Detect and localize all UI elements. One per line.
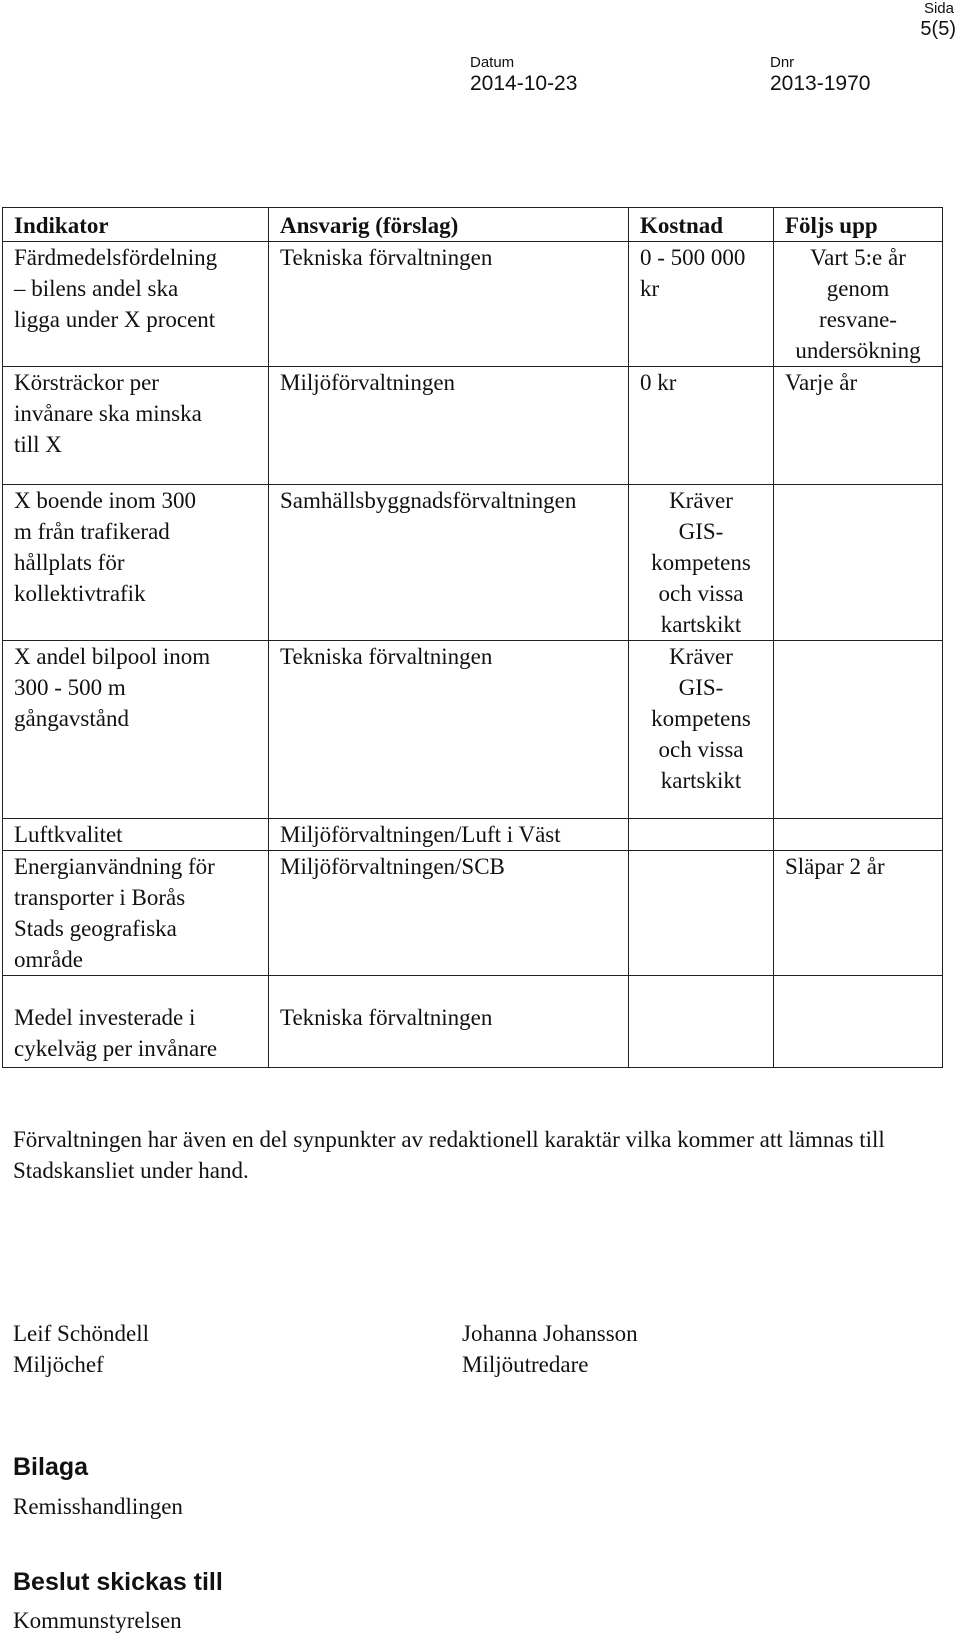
cell-kostnad (629, 976, 774, 1068)
cell-indikator: Medel investerade i cykelväg per invånare (3, 976, 269, 1068)
cell-indikator: Körsträckor per invånare ska minska till X (3, 367, 269, 485)
signature-name: Leif Schöndell (13, 1321, 150, 1346)
cell-ansvarig: Miljöförvaltningen/SCB (269, 851, 629, 976)
cell-kostnad: Kräver GIS- kompetens och vissa kartskikt (629, 485, 774, 641)
cell-ansvarig: Tekniska förvaltningen (269, 242, 629, 367)
indicator-table (2, 207, 943, 1068)
cell-ansvarig: Tekniska förvaltningen (269, 976, 629, 1068)
signature-block-1 (13, 1318, 149, 1380)
cell-indikator: Luftkvalitet (3, 819, 269, 851)
cell-indikator: X boende inom 300 m från trafikerad hållplats för kollektivtrafik (3, 485, 269, 641)
table-row (3, 367, 943, 485)
column-header-kostnad: Kostnad (629, 208, 774, 242)
page-number: 5(5) (920, 18, 956, 40)
column-header-indikator: Indikator (3, 208, 269, 242)
table-row (3, 976, 943, 1068)
cell-foljs-upp (774, 819, 943, 851)
signature-block-2 (462, 1318, 638, 1380)
signature-name: Johanna Johansson (462, 1321, 638, 1346)
dnr-value: 2013-1970 (770, 72, 871, 95)
attachment-heading: Bilaga (13, 1453, 89, 1481)
closing-paragraph: Förvaltningen har även en del synpunkter av redaktionell karaktär vilka kommer att lämnas till Stadskansliet under hand. (13, 1127, 885, 1183)
cell-foljs-upp (774, 485, 943, 641)
cell-indikator: Energianvändning för transporter i Borås Stads geografiska område (3, 851, 269, 976)
date-value: 2014-10-23 (470, 72, 578, 95)
table-row (3, 485, 943, 641)
cell-kostnad: 0 - 500 000 kr (629, 242, 774, 367)
cell-ansvarig: Tekniska förvaltningen (269, 641, 629, 819)
cell-kostnad: Kräver GIS- kompetens och vissa kartskikt (629, 641, 774, 819)
table-header-row (3, 208, 943, 242)
cell-indikator: X andel bilpool inom 300 - 500 m gångavstånd (3, 641, 269, 819)
table-row (3, 819, 943, 851)
column-header-ansvarig: Ansvarig (förslag) (269, 208, 629, 242)
signature-title: Miljöchef (13, 1352, 104, 1377)
date-label: Datum (470, 54, 515, 71)
cell-foljs-upp: Vart 5:e år genom resvane- undersökning (774, 242, 943, 367)
cell-foljs-upp: Släpar 2 år (774, 851, 943, 976)
decision-heading: Beslut skickas till (13, 1568, 223, 1596)
table-row (3, 851, 943, 976)
dnr-label: Dnr (770, 54, 795, 71)
table-row (3, 242, 943, 367)
table-row (3, 641, 943, 819)
cell-ansvarig: Samhällsbyggnadsförvaltningen (269, 485, 629, 641)
cell-foljs-upp (774, 976, 943, 1068)
decision-text: Kommunstyrelsen (13, 1608, 182, 1633)
signature-title: Miljöutredare (462, 1352, 589, 1377)
page-label: Sida (923, 0, 954, 17)
cell-ansvarig: Miljöförvaltningen (269, 367, 629, 485)
column-header-foljs-upp: Följs upp (774, 208, 943, 242)
cell-kostnad: 0 kr (629, 367, 774, 485)
cell-foljs-upp: Varje år (774, 367, 943, 485)
attachment-text: Remisshandlingen (13, 1494, 183, 1519)
cell-indikator: Färdmedelsfördelning – bilens andel ska ligga under X procent (3, 242, 269, 367)
cell-kostnad (629, 851, 774, 976)
cell-foljs-upp (774, 641, 943, 819)
cell-ansvarig: Miljöförvaltningen/Luft i Väst (269, 819, 629, 851)
cell-kostnad (629, 819, 774, 851)
